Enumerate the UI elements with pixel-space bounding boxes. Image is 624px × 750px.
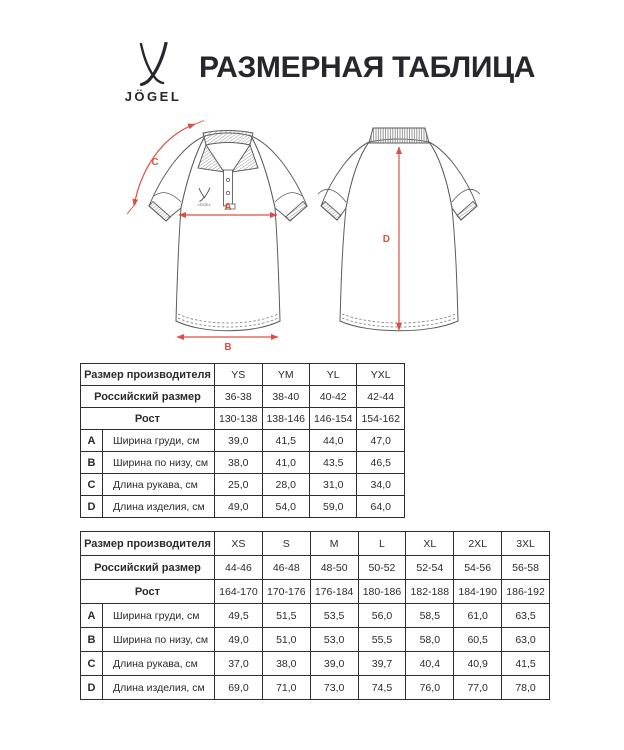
table2-measure-value: 58,5 [406,604,454,628]
table1-measure-value: 41,5 [262,430,309,452]
table2-measure-value: 61,0 [454,604,502,628]
table2-dimension-letter: D [81,676,103,700]
table2-measure-label: Длина рукава, см [103,652,215,676]
table1-measure-value: 47,0 [357,430,405,452]
table2-measure-value: 49,5 [215,604,263,628]
table1-dimension-letter: D [81,496,103,518]
back-collar [369,128,429,143]
table2-measure-value: 69,0 [215,676,263,700]
chest-logo-text: JÖGEL [197,203,212,207]
table1-measure-value: 39,0 [215,430,262,452]
table1-header-value: 40-42 [309,386,356,408]
table2-header-row-1 [81,556,550,580]
table1-header-value: YXL [357,364,405,386]
table1-measure-value: 41,0 [262,452,309,474]
table2-measure-row-D [81,676,550,700]
table2-measure-value: 39,0 [310,652,358,676]
dimension-label-b: B [224,342,232,353]
jogel-logo-icon [136,42,170,86]
table1-measure-row-C [81,474,405,496]
table2-header-label: Размер производителя [81,532,215,556]
table2-measure-row-B [81,628,550,652]
dimension-label-c: C [151,157,159,168]
table2-measure-value: 71,0 [262,676,310,700]
table1-measure-label: Ширина по низу, см [103,452,215,474]
table2-header-label: Рост [81,580,215,604]
table1-header-value: 42-44 [357,386,405,408]
table1-header-row-2 [81,408,405,430]
table1-dimension-letter: B [81,452,103,474]
table2-measure-value: 39,7 [358,652,406,676]
table2-measure-value: 40,9 [454,652,502,676]
polo-back-diagram [315,118,485,353]
table1-measure-label: Длина изделия, см [103,496,215,518]
table2-measure-value: 37,0 [215,652,263,676]
table2-measure-value: 78,0 [502,676,550,700]
page-title: РАЗМЕРНАЯ ТАБЛИЦА [199,51,536,84]
table2-header-value: 164-170 [215,580,263,604]
table1-header-value: YM [262,364,309,386]
table1-header-value: 36-38 [215,386,262,408]
table1-header-label: Размер производителя [81,364,215,386]
brand-logo [121,42,185,104]
table2-measure-label: Длина изделия, см [103,676,215,700]
table2-header-label: Российский размер [81,556,215,580]
table1-header-value: 38-40 [262,386,309,408]
table1-measure-row-D [81,496,405,518]
table2-measure-value: 63,5 [502,604,550,628]
table2-measure-value: 58,0 [406,628,454,652]
table1-measure-label: Ширина груди, см [103,430,215,452]
table1-measure-value: 46,5 [357,452,405,474]
table1-dimension-letter: A [81,430,103,452]
table2-header-value: XL [406,532,454,556]
table2-measure-value: 40,4 [406,652,454,676]
table2-measure-value: 55,5 [358,628,406,652]
table2-header-row-0 [81,532,550,556]
table1-measure-value: 28,0 [262,474,309,496]
table2-dimension-letter: C [81,652,103,676]
table2-measure-value: 38,0 [262,652,310,676]
table1-measure-value: 38,0 [215,452,262,474]
table2-measure-row-A [81,604,550,628]
table1-header-value: YS [215,364,262,386]
table1-measure-value: 64,0 [357,496,405,518]
table1-measure-value: 49,0 [215,496,262,518]
dimension-label-d: D [382,234,390,245]
brand-name: JÖGEL [124,89,182,104]
table1-measure-value: 31,0 [309,474,356,496]
table2-header-value: XS [215,532,263,556]
table2-measure-value: 63,0 [502,628,550,652]
table2-header-value: 182-188 [406,580,454,604]
size-table-adult [80,531,550,700]
table2-header-value: 2XL [454,532,502,556]
table2-measure-value: 76,0 [406,676,454,700]
table2-header-row-2 [81,580,550,604]
table2-measure-value: 49,0 [215,628,263,652]
table2-header-value: 176-184 [310,580,358,604]
table1-measure-value: 54,0 [262,496,309,518]
table2-header-value: L [358,532,406,556]
table1-measure-row-A [81,430,405,452]
table1-measure-value: 59,0 [309,496,356,518]
table2-header-value: 170-176 [262,580,310,604]
table2-dimension-letter: B [81,628,103,652]
table2-measure-row-C [81,652,550,676]
table2-measure-value: 77,0 [454,676,502,700]
table1-measure-value: 25,0 [215,474,262,496]
table2-measure-value: 53,0 [310,628,358,652]
table1-header-value: 130-138 [215,408,262,430]
table1-header-value: YL [309,364,356,386]
table2-measure-value: 74,5 [358,676,406,700]
table2-header-value: 186-192 [502,580,550,604]
table1-header-label: Рост [81,408,215,430]
table2-header-value: 48-50 [310,556,358,580]
table1-header-row-0 [81,364,405,386]
table2-header-value: 180-186 [358,580,406,604]
table2-header-value: 56-58 [502,556,550,580]
table1-measure-value: 44,0 [309,430,356,452]
table2-header-value: M [310,532,358,556]
table1-measure-row-B [81,452,405,474]
table2-header-value: 184-190 [454,580,502,604]
table1-measure-value: 34,0 [357,474,405,496]
table1-measure-value: 43,5 [309,452,356,474]
size-table-youth [80,363,405,518]
table2-header-value: 44-46 [215,556,263,580]
table1-header-label: Российский размер [81,386,215,408]
table2-header-value: 52-54 [406,556,454,580]
table1-header-value: 154-162 [357,408,405,430]
table1-header-value: 138-146 [262,408,309,430]
table2-header-value: 46-48 [262,556,310,580]
table2-header-value: S [262,532,310,556]
table2-measure-value: 73,0 [310,676,358,700]
table1-header-row-1 [81,386,405,408]
table2-measure-value: 60,5 [454,628,502,652]
table1-dimension-letter: C [81,474,103,496]
table2-measure-value: 51,5 [262,604,310,628]
table2-header-value: 50-52 [358,556,406,580]
dimension-label-a: A [224,202,232,213]
table2-dimension-letter: A [81,604,103,628]
table2-measure-value: 56,0 [358,604,406,628]
table1-measure-label: Длина рукава, см [103,474,215,496]
table2-measure-value: 51,0 [262,628,310,652]
table2-measure-label: Ширина груди, см [103,604,215,628]
table2-measure-label: Ширина по низу, см [103,628,215,652]
polo-front-diagram [127,118,322,353]
table2-header-value: 54-56 [454,556,502,580]
table2-header-value: 3XL [502,532,550,556]
table2-measure-value: 53,5 [310,604,358,628]
table2-measure-value: 41,5 [502,652,550,676]
table1-header-value: 146-154 [309,408,356,430]
